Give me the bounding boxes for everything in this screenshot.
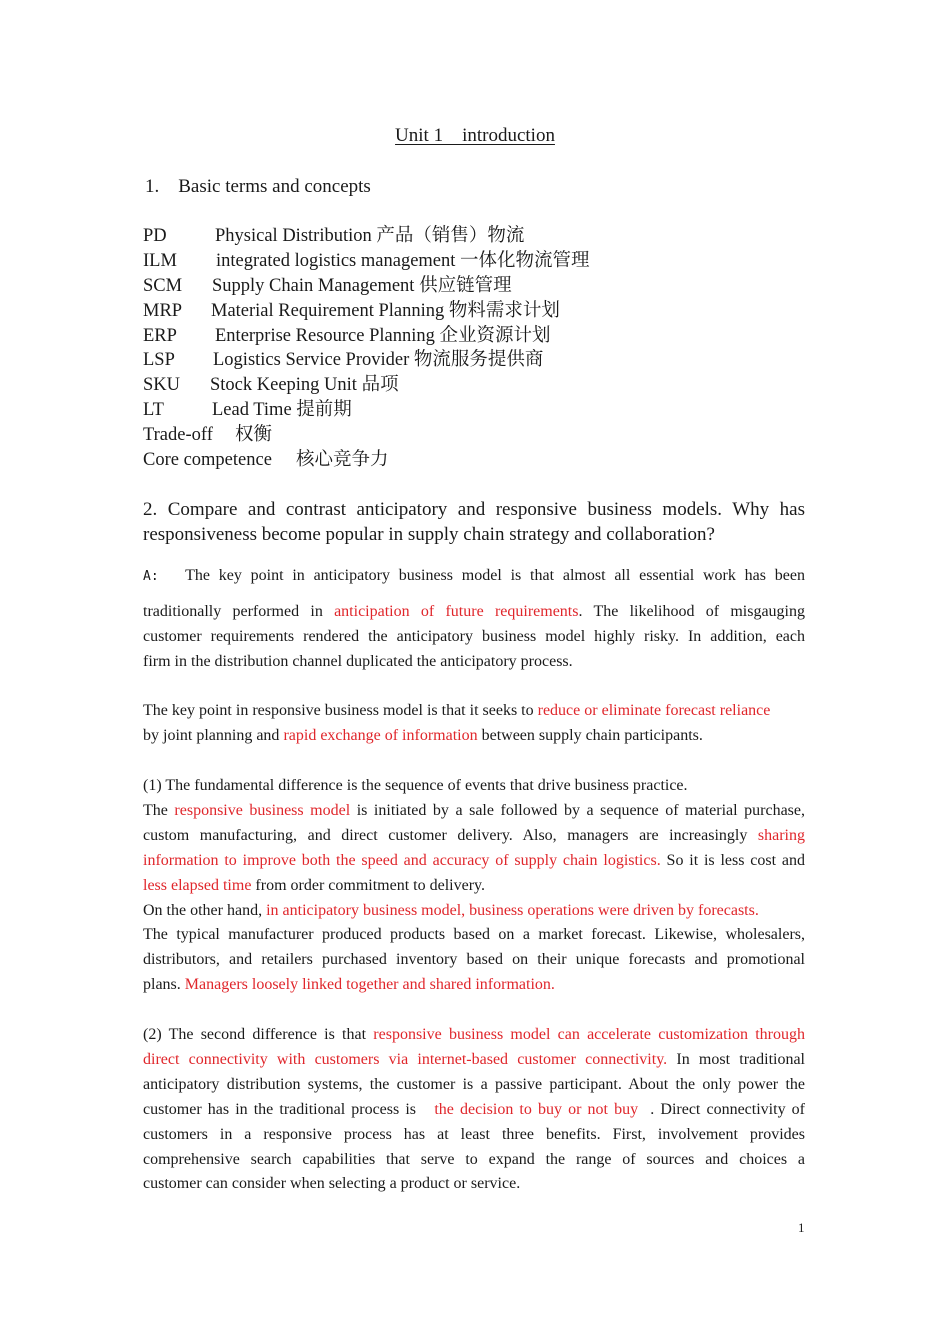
- terms-list: [143, 224, 590, 473]
- question-2-line: responsiveness become popular in supply chain strategy and collaboration?: [143, 524, 715, 545]
- body-text: On the other hand,: [143, 901, 267, 919]
- term-definition: 权衡: [235, 425, 273, 446]
- highlight-text: anticipation of future requirements: [334, 603, 579, 620]
- answer-line: [143, 600, 805, 625]
- difference-2-line: customer can consider when selecting a product or service.: [143, 1175, 521, 1193]
- difference-1-line: [143, 849, 805, 874]
- term-row-sku: [143, 373, 399, 398]
- answer-line: [143, 564, 805, 590]
- body-text: plans.: [143, 976, 185, 994]
- difference-2-line: [143, 1098, 805, 1123]
- body-text: The key point in responsive business model is that it seeks to: [143, 702, 538, 719]
- term-definition: Supply Chain Management 供应链管理: [212, 275, 512, 296]
- term-abbr: LT: [143, 400, 164, 421]
- term-abbr: SCM: [143, 275, 183, 296]
- highlight-text: less elapsed time: [143, 876, 252, 894]
- body-text: by joint planning and: [143, 726, 284, 744]
- body-text: . Direct connectivity of: [638, 1100, 806, 1118]
- term-row-mrp: [143, 299, 560, 324]
- responsive-line: [143, 724, 805, 749]
- highlight-text: sharing: [757, 826, 805, 844]
- highlight-text: the decision to buy or not buy: [434, 1100, 639, 1118]
- term-row-lsp: [143, 348, 544, 373]
- term-abbr: ERP: [143, 325, 177, 346]
- term-row-scm: [143, 274, 512, 299]
- difference-1-line: [143, 899, 805, 924]
- difference-1-paragraph: [143, 774, 805, 998]
- difference-1-line: [143, 824, 805, 849]
- term-definition: Enterprise Resource Planning 企业资源计划: [215, 325, 551, 346]
- term-definition: integrated logistics management 一体化物流管理: [216, 250, 590, 271]
- difference-2-line: anticipatory distribution systems, the customer is a passive participant. About the only power the: [143, 1075, 805, 1093]
- body-text: The: [143, 801, 175, 819]
- term-row-erp: [143, 324, 551, 349]
- difference-1-line: The typical manufacturer produced products based on a market forecast. Likewise, wholesalers,: [143, 926, 805, 944]
- term-abbr: SKU: [143, 375, 181, 396]
- answer-text: traditionally performed in: [143, 603, 335, 620]
- term-definition: Logistics Service Provider 物流服务提供商: [213, 350, 544, 371]
- term-abbr: MRP: [143, 300, 183, 321]
- difference-1-line: [143, 973, 805, 998]
- term-row-pd: [143, 224, 525, 249]
- term-definition: Material Requirement Planning 物料需求计划: [211, 300, 560, 321]
- difference-2-line: [143, 1048, 805, 1073]
- responsive-line: [143, 699, 805, 724]
- body-text: custom manufacturing, and direct customer delivery. Also, managers are increasingly: [143, 826, 758, 844]
- term-row-ilm: [143, 249, 590, 274]
- highlight-text: information to improve both the speed and accuracy of supply chain logistics.: [143, 851, 661, 869]
- body-text: from order commitment to delivery.: [251, 876, 485, 894]
- difference-1-line: [143, 799, 805, 824]
- term-abbr: LSP: [143, 350, 175, 371]
- page-number: 1: [798, 1220, 805, 1235]
- body-text: So it is less cost and: [660, 851, 805, 869]
- highlight-text: reduce or eliminate forecast reliance: [537, 702, 771, 719]
- difference-1-line: (1) The fundamental difference is the sequence of events that drive business practice.: [143, 777, 688, 794]
- term-abbr: Core competence: [143, 450, 272, 471]
- answer-text: The key point in anticipatory business model is that almost all essential work has been: [185, 567, 806, 584]
- term-row-tradeoff: [143, 423, 272, 448]
- difference-2-paragraph: [143, 1023, 805, 1197]
- body-text: In most traditional: [667, 1050, 806, 1068]
- highlight-text: in anticipatory business model, business operations were driven by forecasts.: [266, 901, 759, 919]
- difference-2-line: comprehensive search capabilities that serve to expand the range of sources and choices a: [143, 1150, 805, 1168]
- highlight-text: direct connectivity with customers via internet-based customer connectivity.: [143, 1050, 668, 1068]
- question-2-line: 2. Compare and contrast anticipatory and responsive business models. Why has: [143, 499, 805, 520]
- difference-2-line: customers in a responsive process has at least three benefits. First, involvement provides: [143, 1125, 805, 1143]
- answer-text: . The likelihood of misgauging: [578, 603, 805, 620]
- answer-line: customer requirements rendered the anticipatory business model highly risky. In addition, each: [143, 627, 805, 645]
- term-abbr: Trade-off: [143, 425, 213, 446]
- body-text: customer has in the traditional process is: [143, 1100, 435, 1118]
- term-abbr: PD: [143, 226, 167, 246]
- difference-1-line: [143, 874, 805, 899]
- difference-1-line: distributors, and retailers purchased inventory based on their unique forecasts and promotional: [143, 951, 805, 969]
- unit-title: [0, 125, 950, 147]
- highlight-text: rapid exchange of information: [283, 726, 478, 744]
- unit-title-text: Unit 1 introduction: [395, 125, 555, 146]
- highlight-text: responsive business model can accelerate customization through: [373, 1026, 805, 1043]
- highlight-text: Managers loosely linked together and shared information.: [184, 976, 555, 994]
- answer-line: firm in the distribution channel duplicated the anticipatory process.: [143, 652, 573, 670]
- body-text: is initiated by a sale followed by a sequence of material purchase,: [350, 801, 805, 819]
- term-definition: Stock Keeping Unit 品项: [210, 375, 399, 396]
- term-row-lt: [143, 398, 352, 423]
- body-text: (2) The second difference is that: [143, 1026, 374, 1043]
- answer-paragraph-cont: [143, 600, 805, 675]
- term-definition: 核心竞争力: [296, 450, 389, 471]
- answer-paragraph: [143, 564, 805, 590]
- answer-label: A:: [143, 569, 159, 584]
- responsive-paragraph: [143, 699, 805, 749]
- term-definition: Physical Distribution 产品（销售）物流: [215, 226, 525, 246]
- section-heading-basic-terms: 1. Basic terms and concepts: [145, 176, 371, 197]
- term-row-core-competence: [143, 448, 389, 473]
- highlight-text: responsive business model: [174, 801, 351, 819]
- question-2: [143, 497, 805, 547]
- term-abbr: ILM: [143, 250, 177, 271]
- difference-2-line: [143, 1023, 805, 1048]
- body-text: between supply chain participants.: [477, 726, 703, 744]
- term-definition: Lead Time 提前期: [212, 400, 352, 421]
